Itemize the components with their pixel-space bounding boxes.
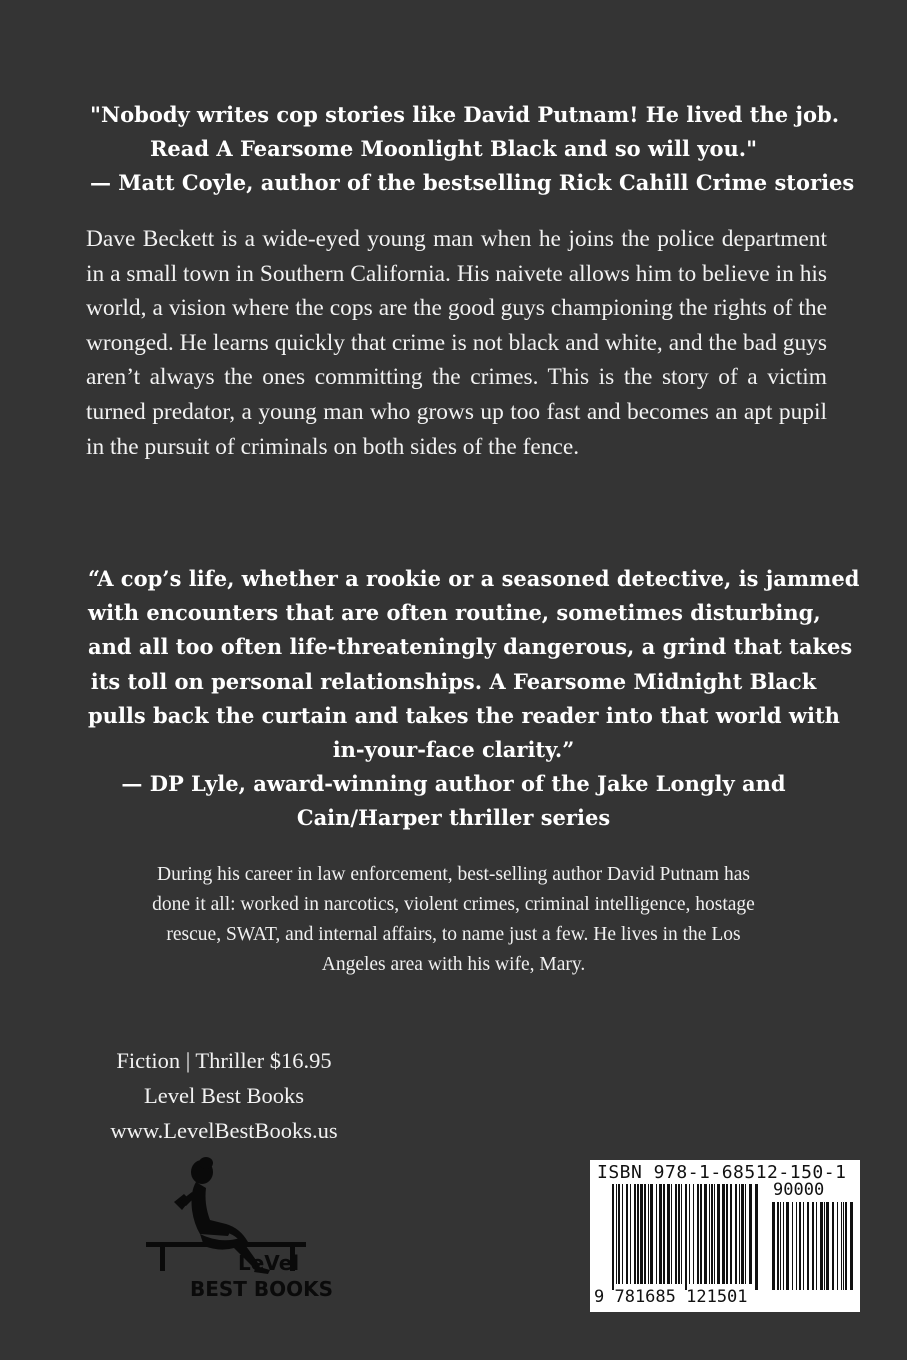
barcode-bar (650, 1184, 653, 1284)
quote-1-attribution: — Matt Coyle, author of the bestselling Rick Cahill Crime stories (90, 170, 855, 195)
barcode-bar (648, 1184, 649, 1284)
bio-line: During his career in law enforcement, best-selling author David Putnam has (157, 864, 750, 885)
quote-1-line: Read A Fearsome Moonlight Black and so will you." (149, 136, 758, 161)
logo-text-level: LeVel (238, 1251, 300, 1275)
barcode-bar (730, 1184, 732, 1284)
quote-2-line: pulls back the curtain and takes the reader into that world with (88, 702, 840, 728)
blurb-quote-1 (90, 98, 855, 200)
barcode-addon-bar (807, 1202, 809, 1290)
quote-2-attribution: Cain/Harper thriller series (296, 805, 611, 831)
barcode-bar (637, 1184, 639, 1284)
barcode-bar (656, 1184, 657, 1284)
barcode-bar (630, 1184, 631, 1284)
barcode-bar (714, 1184, 715, 1284)
barcode-bar (644, 1184, 646, 1284)
quote-2-line: with encounters that are often routine, sometimes disturbing, (88, 600, 821, 626)
barcode-bar (626, 1184, 628, 1284)
barcode-bar (685, 1184, 687, 1290)
barcode-bar (616, 1184, 617, 1284)
barcode-bar (640, 1184, 643, 1284)
barcode-bar (693, 1184, 694, 1284)
barcode-addon-bar (777, 1202, 779, 1290)
barcode-bar (749, 1184, 752, 1284)
barcode-bar (671, 1184, 672, 1284)
barcode-addon-bar (780, 1202, 781, 1290)
barcode-bar (618, 1184, 620, 1284)
barcode-bar (704, 1184, 707, 1284)
barcode-bar (667, 1184, 670, 1284)
quote-2-line: “A cop’s life, whether a rookie or a seasoned detective, is jammed (88, 566, 860, 591)
barcode-addon-bar (832, 1202, 834, 1290)
price-code: 90000 (773, 1180, 825, 1200)
category-price: Fiction | Thriller $16.95 (116, 1048, 332, 1073)
barcode-bar (697, 1184, 699, 1284)
publisher-name: Level Best Books (144, 1083, 304, 1108)
barcode-addon-bar (820, 1202, 823, 1290)
barcode-bar (739, 1184, 740, 1284)
book-description: Dave Beckett is a wide-eyed young man when he joins the police department in a small town in Southern California. His naivete allows him to believe in his world, a vision where the cops are the good guys championing the rights of the wronged. He learns quickly that crime is not black and white, and the bad guys aren’t always the ones committing the crimes. This is the story of a victim turned predator, a young man who grows up too fast and becomes an apt pupil in the pursuit of criminals on both sides of the fence. (86, 226, 827, 460)
blurb-quote-2 (88, 562, 860, 836)
barcode-bar (726, 1184, 728, 1284)
barcode-bar (659, 1184, 662, 1284)
barcode-addon-bar (816, 1202, 817, 1290)
barcode-bar (709, 1184, 710, 1284)
barcode-bar (700, 1184, 702, 1284)
publisher-website: www.LevelBestBooks.us (110, 1118, 338, 1143)
barcode-bar (634, 1184, 636, 1284)
barcode-addon-bar (803, 1202, 804, 1290)
barcode-addon-bar (796, 1202, 797, 1290)
barcode-bar (735, 1184, 737, 1284)
barcode-bar (612, 1184, 614, 1290)
quote-2-line: in-your-face clarity.” (332, 737, 575, 763)
barcode-bar (755, 1184, 758, 1290)
barcode-addon-bar (850, 1202, 853, 1290)
publisher-info (74, 1043, 374, 1148)
barcode-addon-bar (841, 1202, 842, 1290)
quote-1-line: "Nobody writes cop stories like David Putnam! He lived the job. (90, 102, 840, 127)
barcode-bar (741, 1184, 744, 1284)
logo-text-best-books: BEST BOOKS (190, 1277, 334, 1301)
barcode-addon-bar (772, 1202, 775, 1290)
barcode-bar (622, 1184, 623, 1284)
author-bio (90, 860, 817, 980)
barcode-bar (681, 1184, 682, 1284)
barcode-addon-bar (845, 1202, 847, 1290)
bio-line: done it all: worked in narcotics, violent crimes, criminal intelligence, hostage (152, 894, 755, 915)
quote-2-line: and all too often life-threateningly dangerous, a grind that takes (88, 634, 853, 660)
barcode-bar (745, 1184, 746, 1284)
barcode-addon-bar (812, 1202, 814, 1290)
barcode-bar (675, 1184, 677, 1284)
bio-line: Angeles area with his wife, Mary. (321, 954, 586, 975)
barcode-addon-bar (786, 1202, 789, 1290)
barcode-addon-bar (799, 1202, 801, 1290)
barcode-bar (663, 1184, 665, 1284)
barcode-bar (689, 1184, 690, 1284)
barcode-addon-bar (843, 1202, 844, 1290)
barcode-addon-bar (792, 1202, 793, 1290)
barcode-bar (722, 1184, 725, 1284)
barcode-bar (678, 1184, 680, 1284)
barcode-addon-bar (824, 1202, 825, 1290)
quote-2-line: its toll on personal relationships. A Fearsome Midnight Black (90, 668, 817, 694)
ean-digits: 9 781685 121501 (594, 1287, 748, 1307)
publisher-logo (140, 1158, 334, 1308)
barcode-addon-bar (783, 1202, 784, 1290)
barcode-bar (711, 1184, 713, 1284)
bio-line: rescue, SWAT, and internal affairs, to name just a few. He lives in the Los (166, 924, 741, 945)
barcode-addon-bar (826, 1202, 829, 1290)
quote-2-attribution: — DP Lyle, award-winning author of the Jake Longly and (121, 771, 786, 797)
barcode-bar (717, 1184, 720, 1284)
isbn-label: ISBN 978-1-68512-150-1 (597, 1162, 847, 1183)
barcode-addon-bar (837, 1202, 838, 1290)
isbn-barcode (590, 1160, 860, 1312)
